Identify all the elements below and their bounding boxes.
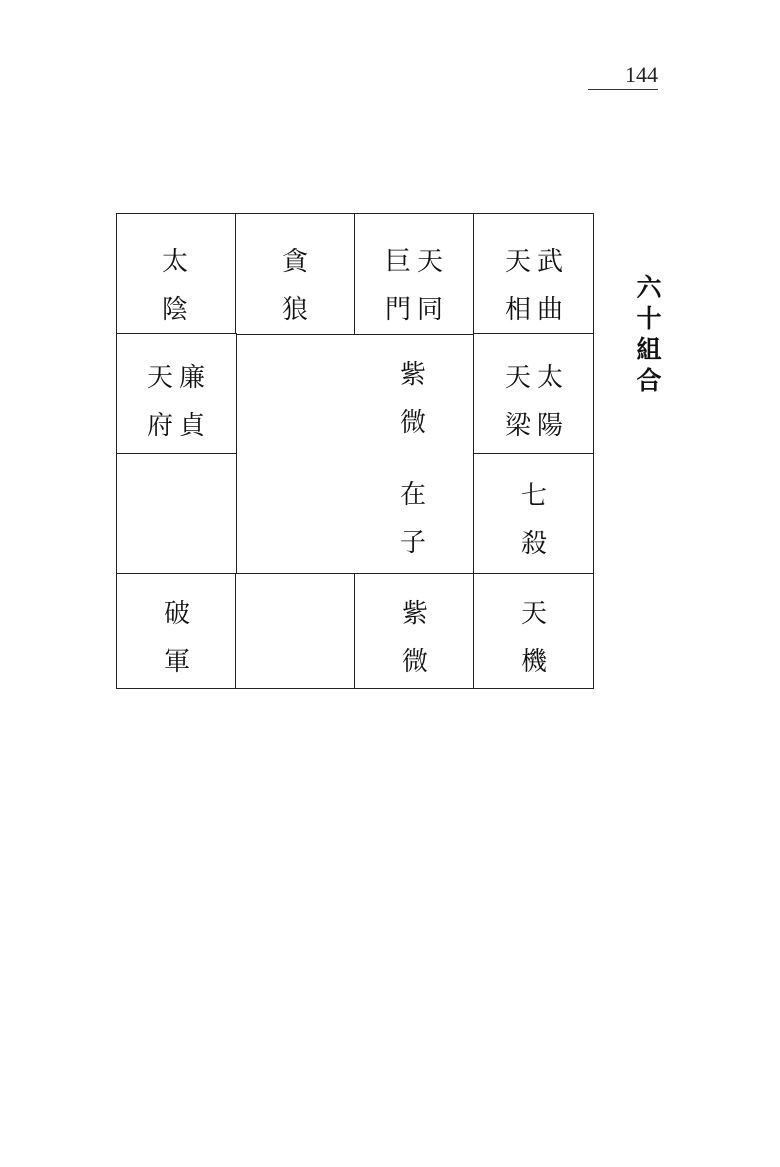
ziwei-chart	[116, 213, 594, 689]
palace-mao	[116, 453, 237, 575]
side-title-char: 六	[636, 273, 662, 302]
palace-wei	[354, 213, 475, 335]
star-column	[537, 354, 563, 450]
star-char: 巨	[385, 247, 412, 277]
side-title	[632, 272, 666, 396]
star-char: 殺	[521, 529, 548, 559]
star-char: 梁	[505, 411, 532, 441]
star-char: 同	[417, 295, 444, 325]
star-char: 武	[537, 247, 564, 277]
star-char: 陰	[162, 295, 189, 325]
star-char: 微	[402, 647, 429, 677]
star-char: 太	[162, 247, 189, 277]
side-title-char: 組	[636, 335, 662, 364]
star-column	[521, 590, 547, 686]
star-char: 機	[521, 647, 548, 677]
star-column	[147, 354, 173, 450]
star-column	[164, 590, 190, 686]
star-column	[521, 472, 547, 568]
page-number: 144	[625, 62, 658, 87]
star-char: 太	[537, 363, 564, 393]
center-label	[400, 351, 426, 567]
star-char: 七	[521, 481, 548, 511]
star-char: 貪	[282, 247, 309, 277]
star-char: 府	[147, 411, 174, 441]
palace-xu	[473, 453, 594, 575]
star-char: 天	[417, 247, 444, 277]
star-char: 門	[385, 295, 412, 325]
side-title-char: 合	[636, 366, 662, 395]
palace-chou	[235, 573, 356, 689]
palace-zi	[354, 573, 475, 689]
star-column	[385, 238, 411, 334]
star-column	[179, 354, 205, 450]
palace-yin	[116, 573, 237, 689]
star-char: 狼	[282, 295, 309, 325]
center-char: 在	[400, 480, 427, 510]
palace-hai	[473, 573, 594, 689]
star-column	[282, 238, 308, 334]
palace-si	[116, 213, 237, 335]
star-char: 陽	[537, 411, 564, 441]
palace-shen	[473, 213, 594, 335]
star-column	[417, 238, 443, 334]
palace-chen	[116, 333, 237, 455]
star-column	[537, 238, 563, 334]
star-char: 曲	[537, 295, 564, 325]
star-char: 貞	[179, 411, 206, 441]
star-char: 相	[505, 295, 532, 325]
center-char: 紫	[400, 360, 427, 390]
star-char: 天	[505, 247, 532, 277]
side-title-char: 十	[636, 304, 662, 333]
star-column	[162, 238, 188, 334]
star-column	[505, 238, 531, 334]
center-char: 子	[400, 528, 427, 558]
star-column	[402, 590, 428, 686]
center-char: 微	[400, 408, 427, 438]
page-number-rule	[588, 89, 658, 90]
palace-wu	[235, 213, 356, 335]
star-char: 廉	[179, 363, 206, 393]
star-char: 天	[521, 599, 548, 629]
star-char: 軍	[164, 647, 191, 677]
star-column	[505, 354, 531, 450]
star-char: 天	[147, 363, 174, 393]
palace-you	[473, 333, 594, 455]
star-char: 破	[164, 599, 191, 629]
star-char: 紫	[402, 599, 429, 629]
chart-center	[235, 333, 475, 575]
star-char: 天	[505, 363, 532, 393]
